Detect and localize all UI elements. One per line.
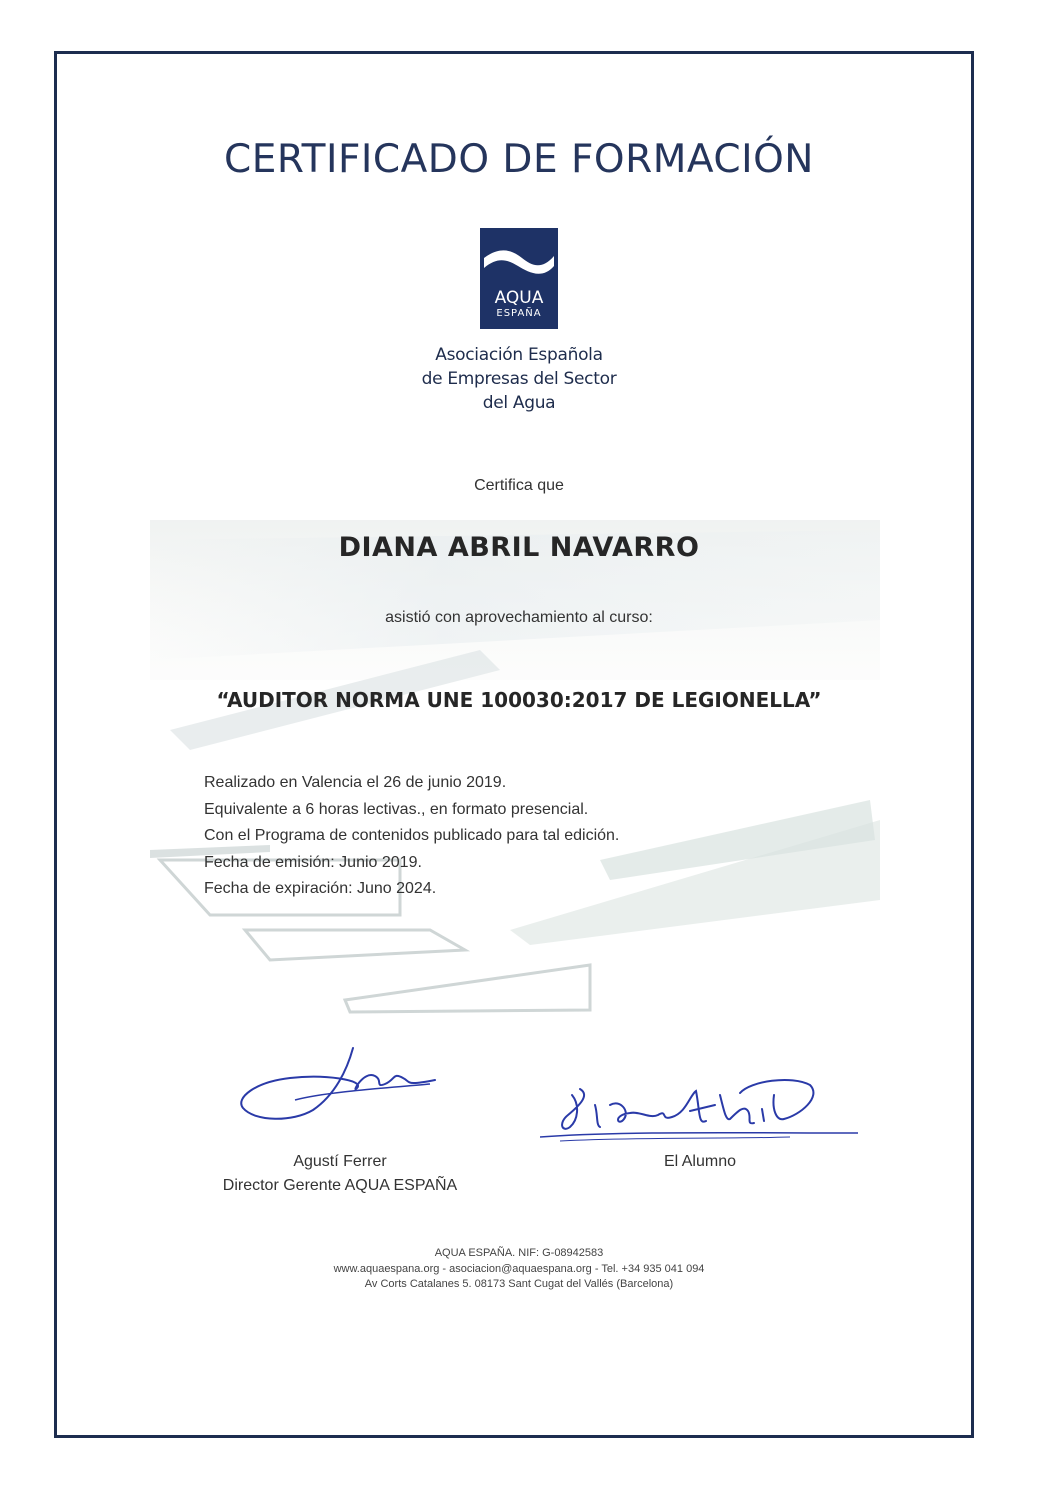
- organization-line: Asociación Española: [435, 345, 603, 365]
- attended-label: asistió con aprovechamiento al curso:: [385, 609, 653, 626]
- certifies-label: Certifica que: [474, 477, 564, 494]
- organization-name: [0, 343, 1038, 415]
- footer-line: AQUA ESPAÑA. NIF: G-08942583: [434, 1247, 604, 1259]
- background-watermark-image: [150, 500, 880, 1020]
- course-details: [204, 770, 619, 903]
- student-signatory: [600, 1150, 800, 1174]
- recipient-name: DIANA ABRIL NAVARRO: [338, 532, 700, 563]
- detail-line: Con el Programa de contenidos publicado para tal edición.: [204, 827, 620, 844]
- director-role: Director Gerente AQUA ESPAÑA: [222, 1177, 458, 1194]
- course-title: “AUDITOR NORMA UNE 100030:2017 DE LEGIONELLA”: [216, 688, 822, 712]
- organization-line: del Agua: [482, 393, 556, 413]
- logo-sub: ESPAÑA: [496, 308, 542, 319]
- logo-name: AQUA: [494, 288, 544, 308]
- director-signature: [235, 1040, 445, 1140]
- footer: [0, 1246, 1038, 1293]
- detail-line: Fecha de emisión: Junio 2019.: [204, 853, 422, 871]
- student-role: El Alumno: [663, 1153, 737, 1170]
- certificate-title: CERTIFICADO DE FORMACIÓN: [224, 137, 814, 182]
- director-signatory: [205, 1150, 475, 1198]
- student-signature: [540, 1075, 860, 1155]
- aqua-espana-logo: [480, 228, 558, 329]
- detail-line: Realizado en Valencia el 26 de junio 2019.: [204, 774, 507, 791]
- footer-line: www.aquaespana.org - asociacion@aquaespana.org - Tel. +34 935 041 094: [333, 1262, 705, 1275]
- detail-line: Equivalente a 6 horas lectivas., en formato presencial.: [204, 800, 589, 818]
- organization-line: de Empresas del Sector: [421, 369, 617, 389]
- footer-line: Av Corts Catalanes 5. 08173 Sant Cugat del Vallés (Barcelona): [364, 1278, 674, 1290]
- director-name: Agustí Ferrer: [293, 1153, 387, 1170]
- detail-line: Fecha de expiración: Juno 2024.: [204, 880, 437, 897]
